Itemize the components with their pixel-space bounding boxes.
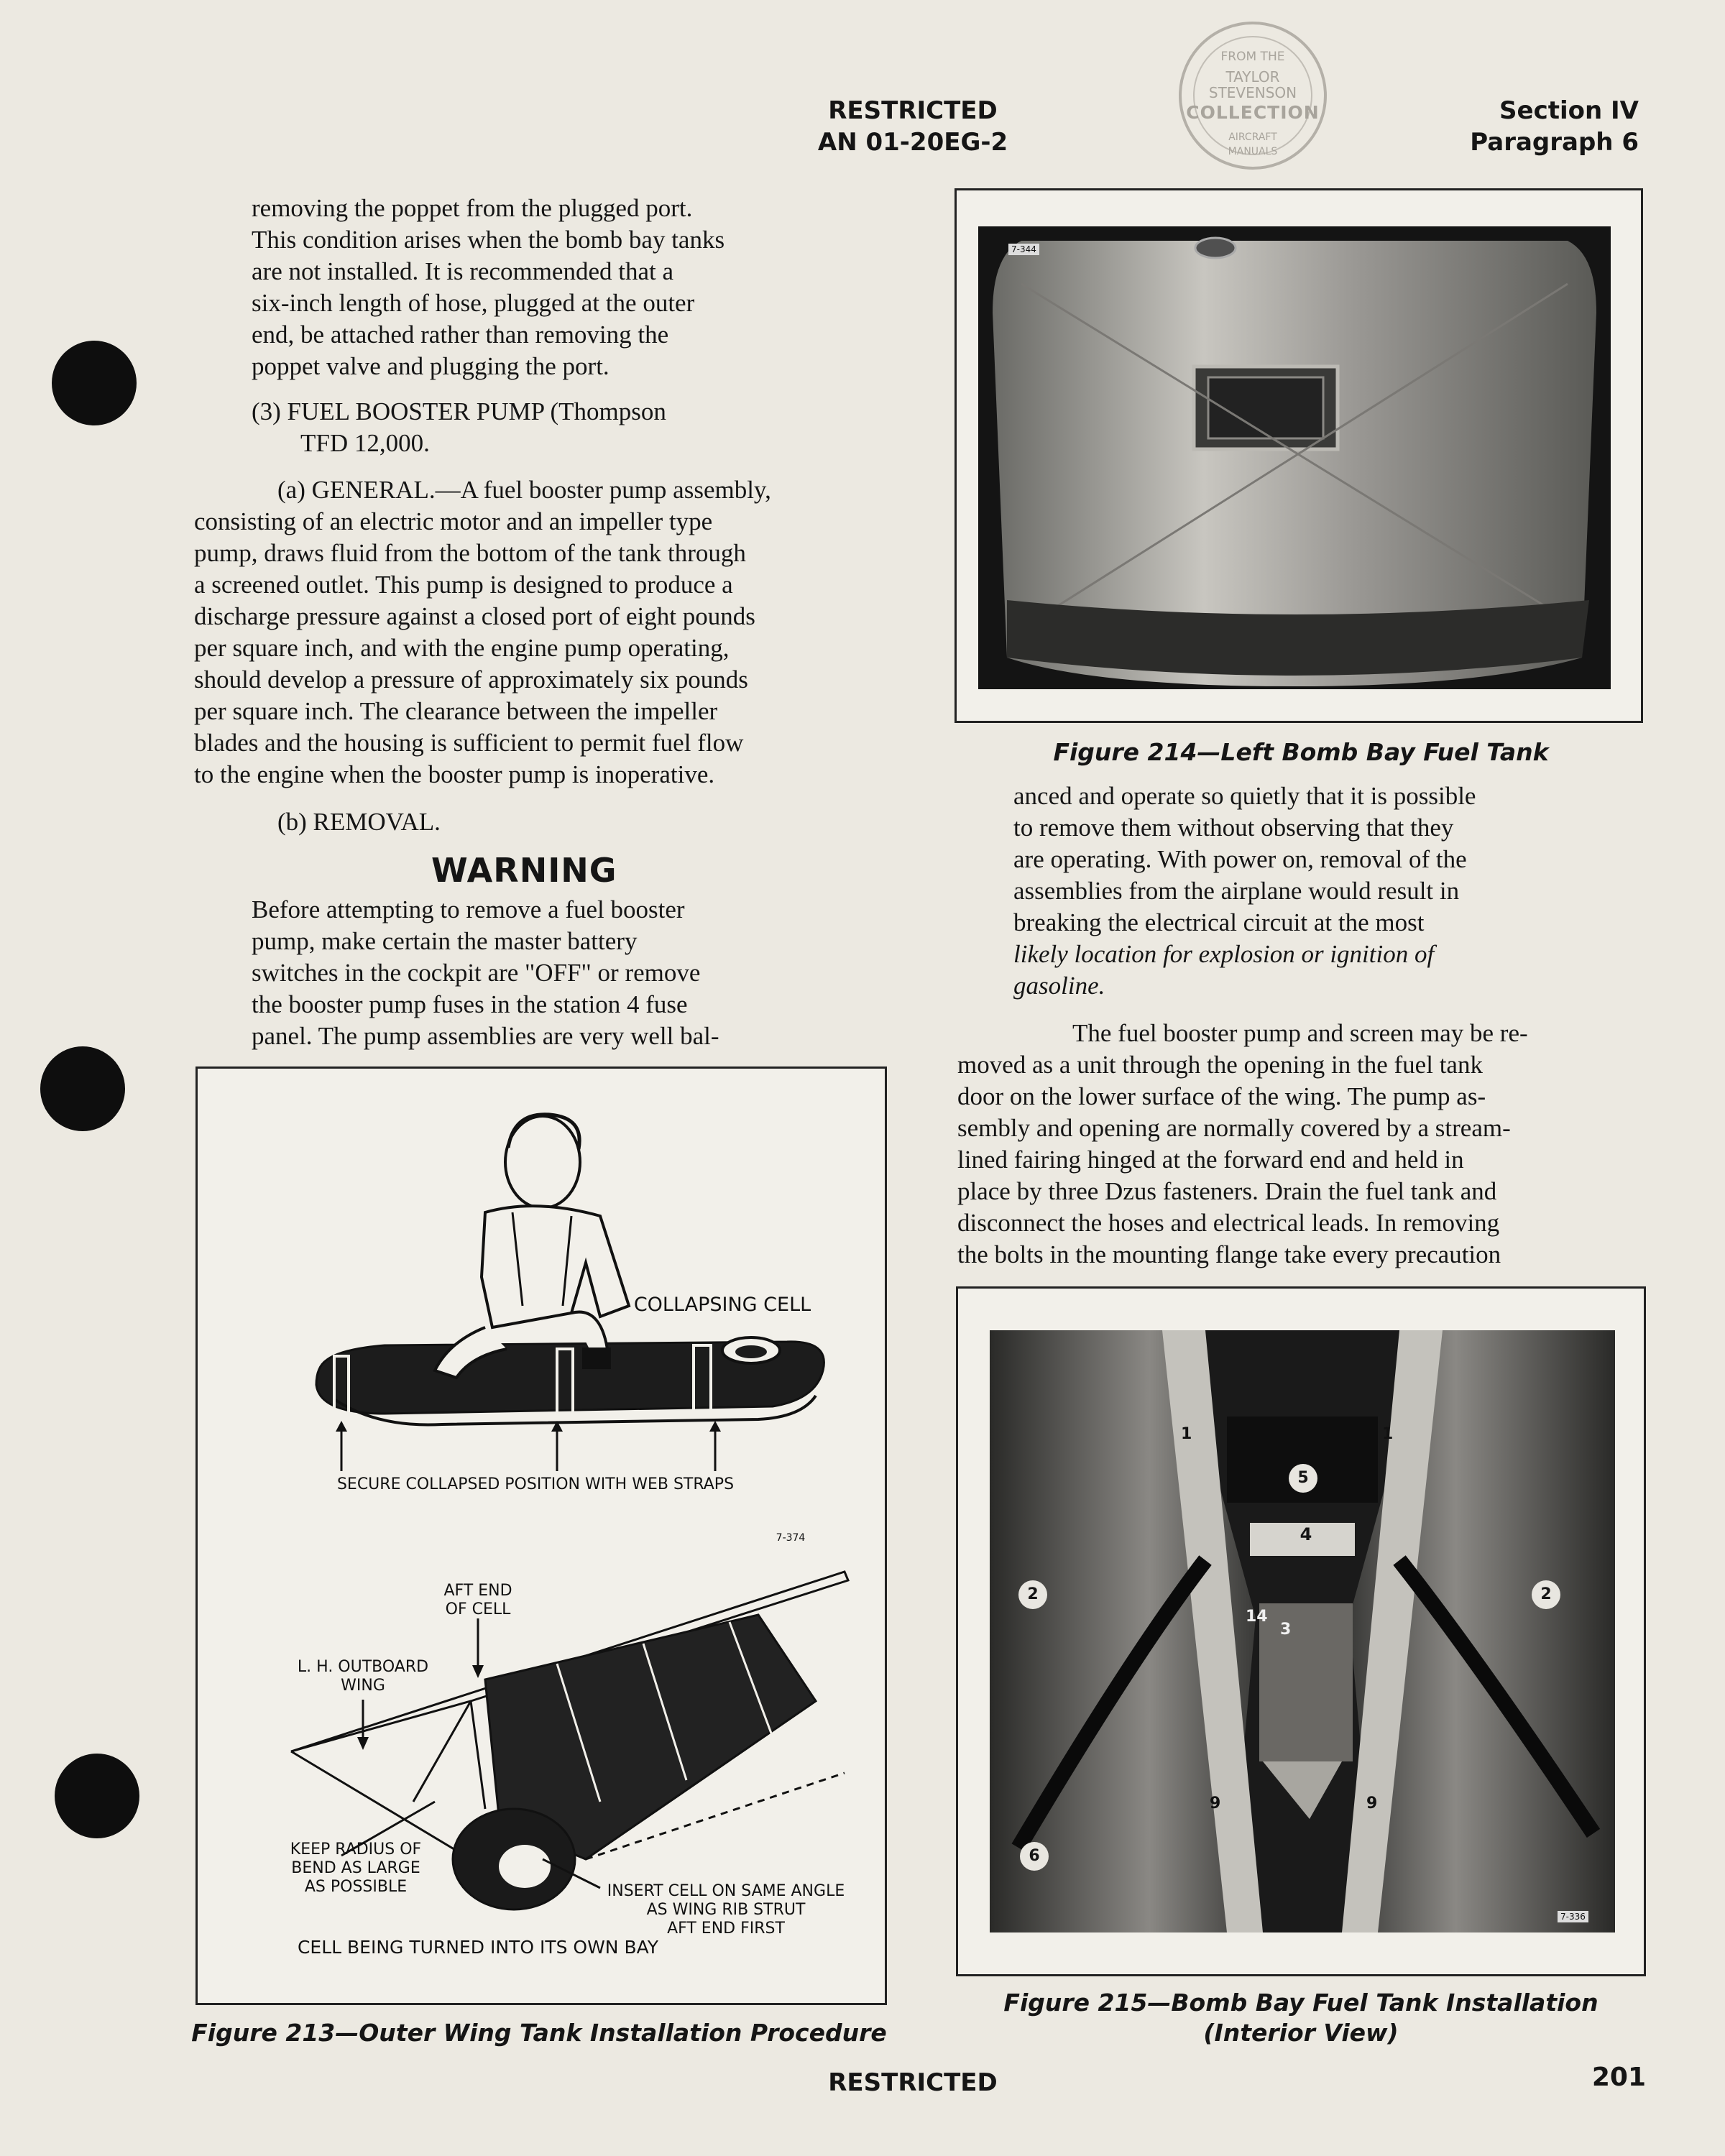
binder-hole-bottom (55, 1754, 139, 1838)
stamp-line: TAYLOR (1225, 68, 1280, 86)
heading-removal: (b) REMOVAL. (277, 808, 441, 836)
section-reference (1438, 95, 1639, 158)
text-line: discharge pressure against a closed port of eight pounds (194, 602, 755, 630)
fuel-tank-photo (978, 226, 1611, 689)
callout-4: 4 (1300, 1524, 1312, 1544)
label-insert-cell (586, 1882, 866, 1938)
footer-classification: RESTRICTED (828, 2068, 998, 2097)
paragraph-poppet (252, 193, 827, 382)
callout-6: 6 (1020, 1842, 1049, 1871)
label-aft-end (413, 1582, 543, 1619)
paragraph-label: Paragraph 6 (1470, 128, 1639, 157)
text-line: lined fairing hinged at the forward end and held in (957, 1146, 1464, 1174)
label-line: OF CELL (445, 1600, 511, 1618)
figure-214-code: 7-344 (1008, 244, 1039, 255)
text-line: end, be attached rather than removing the (252, 321, 669, 349)
label-line: AFT END FIRST (667, 1920, 785, 1938)
figure-214 (954, 188, 1643, 723)
text-line: likely location for explosion or ignition of (1013, 940, 1435, 968)
callout-2-left: 2 (1018, 1580, 1047, 1609)
text-line: consisting of an electric motor and an impeller type (194, 507, 713, 535)
binder-hole-middle (40, 1046, 125, 1131)
caption-line: (Interior View) (1203, 2019, 1399, 2047)
section-label: Section IV (1499, 96, 1639, 125)
text-line: door on the lower surface of the wing. The pump as- (957, 1082, 1486, 1110)
text-line: gasoline. (1013, 972, 1105, 1000)
callout-14: 14 (1246, 1608, 1268, 1626)
heading-fuel-booster-pump (252, 396, 827, 459)
text-line: per square inch, and with the engine pump operating, (194, 634, 730, 662)
text-line: pump, draws fluid from the bottom of the tank through (194, 539, 746, 567)
text-line: to remove them without observing that they (1013, 814, 1454, 842)
figure-214-caption: Figure 214—Left Bomb Bay Fuel Tank (1053, 738, 1549, 766)
label-line: KEEP RADIUS OF (290, 1841, 422, 1858)
paragraph-pump-removal (957, 1018, 1644, 1271)
text-line: the booster pump fuses in the station 4 fuse (252, 990, 688, 1018)
text-line: breaking the electrical circuit at the most (1013, 908, 1425, 936)
collection-stamp (1179, 22, 1327, 170)
figure-215-caption (956, 1988, 1646, 2048)
page-number: 201 (1591, 2063, 1646, 2092)
text-line: six-inch length of hose, plugged at the outer (252, 289, 695, 317)
label-line: L. H. OUTBOARD (297, 1658, 429, 1676)
warning-title: WARNING (431, 851, 617, 890)
figure-215-photo (990, 1330, 1615, 1932)
text-line: switches in the cockpit are "OFF" or remove (252, 959, 701, 987)
text-line: disconnect the hoses and electrical leads. In removing (957, 1209, 1500, 1237)
text-line: a screened outlet. This pump is designed to produce a (194, 571, 733, 599)
label-line: AS POSSIBLE (304, 1878, 408, 1896)
stamp-line: COLLECTION (1186, 102, 1320, 123)
paragraph-continued (1013, 780, 1588, 1002)
header-classification: RESTRICTED (828, 96, 998, 125)
text-line: sembly and opening are normally covered by a stream- (957, 1114, 1511, 1142)
text-line: panel. The pump assemblies are very well bal- (252, 1022, 719, 1050)
paragraph-general (194, 474, 884, 791)
stamp-line: STEVENSON (1208, 84, 1297, 101)
callout-2-right: 2 (1532, 1580, 1560, 1609)
label-cell-turned: CELL BEING TURNED INTO ITS OWN BAY (297, 1937, 659, 1958)
figure-214-photo (978, 226, 1611, 689)
text-line: per square inch. The clearance between the impeller (194, 697, 718, 725)
text-line: (a) GENERAL.—A fuel booster pump assembly, (277, 476, 771, 504)
text-line: moved as a unit through the opening in the fuel tank (957, 1051, 1483, 1079)
label-lh-wing (277, 1658, 449, 1695)
label-collapsing-cell: COLLAPSING CELL (633, 1294, 811, 1316)
binder-hole-top (52, 341, 137, 425)
text-line: This condition arises when the bomb bay tanks (252, 226, 725, 254)
callout-1-left: 1 (1181, 1425, 1192, 1443)
caption-line: Figure 215—Bomb Bay Fuel Tank Installation (1003, 1989, 1598, 2017)
label-line: INSERT CELL ON SAME ANGLE (607, 1882, 845, 1900)
figure-213 (196, 1067, 887, 2005)
text-line: to the engine when the booster pump is inoperative. (194, 760, 715, 788)
text-line: TFD 12,000. (300, 429, 430, 457)
text-line: should develop a pressure of approximately six pounds (194, 665, 748, 694)
text-line: blades and the housing is sufficient to permit fuel flow (194, 729, 744, 757)
figure-215-code: 7-336 (1558, 1911, 1588, 1922)
text-line: assemblies from the airplane would result in (1013, 877, 1460, 905)
label-keep-radius (270, 1841, 442, 1897)
stamp-line: AIRCRAFT (1228, 132, 1277, 143)
page-header (805, 95, 1021, 158)
figure-213-caption: Figure 213—Outer Wing Tank Installation Procedure (191, 2019, 887, 2047)
callout-1-right: 1 (1382, 1425, 1394, 1443)
label-line: BEND AS LARGE (291, 1859, 420, 1877)
figure-215 (956, 1286, 1646, 1976)
text-line: removing the poppet from the plugged port. (252, 194, 693, 222)
label-line: AS WING RIB STRUT (646, 1901, 806, 1919)
label-secure-straps: SECURE COLLAPSED POSITION WITH WEB STRAPS (336, 1475, 735, 1493)
callout-5: 5 (1289, 1464, 1317, 1493)
warning-text (252, 894, 829, 1052)
text-line: are operating. With power on, removal of the (1013, 845, 1467, 873)
text-line: (3) FUEL BOOSTER PUMP (Thompson (252, 397, 666, 425)
bomb-bay-photo (990, 1330, 1615, 1932)
text-line: The fuel booster pump and screen may be re- (1072, 1019, 1528, 1047)
text-line: Before attempting to remove a fuel booster (252, 895, 685, 923)
figure-213-code: 7-374 (776, 1532, 806, 1544)
text-line: place by three Dzus fasteners. Drain the fuel tank and (957, 1177, 1497, 1205)
stamp-line: MANUALS (1228, 146, 1278, 157)
label-line: AFT END (443, 1582, 512, 1600)
text-line: the bolts in the mounting flange take every precaution (957, 1240, 1501, 1268)
text-line: pump, make certain the master battery (252, 927, 638, 955)
callout-9-right: 9 (1366, 1795, 1378, 1812)
header-doc-number: AN 01-20EG-2 (817, 128, 1008, 157)
stamp-line: FROM THE (1220, 50, 1285, 64)
label-line: WING (341, 1677, 385, 1695)
callout-3: 3 (1280, 1621, 1292, 1639)
text-line: are not installed. It is recommended that a (252, 257, 674, 285)
text-line: anced and operate so quietly that it is possible (1013, 782, 1476, 810)
callout-9-left: 9 (1210, 1795, 1221, 1812)
text-line: poppet valve and plugging the port. (252, 352, 610, 380)
